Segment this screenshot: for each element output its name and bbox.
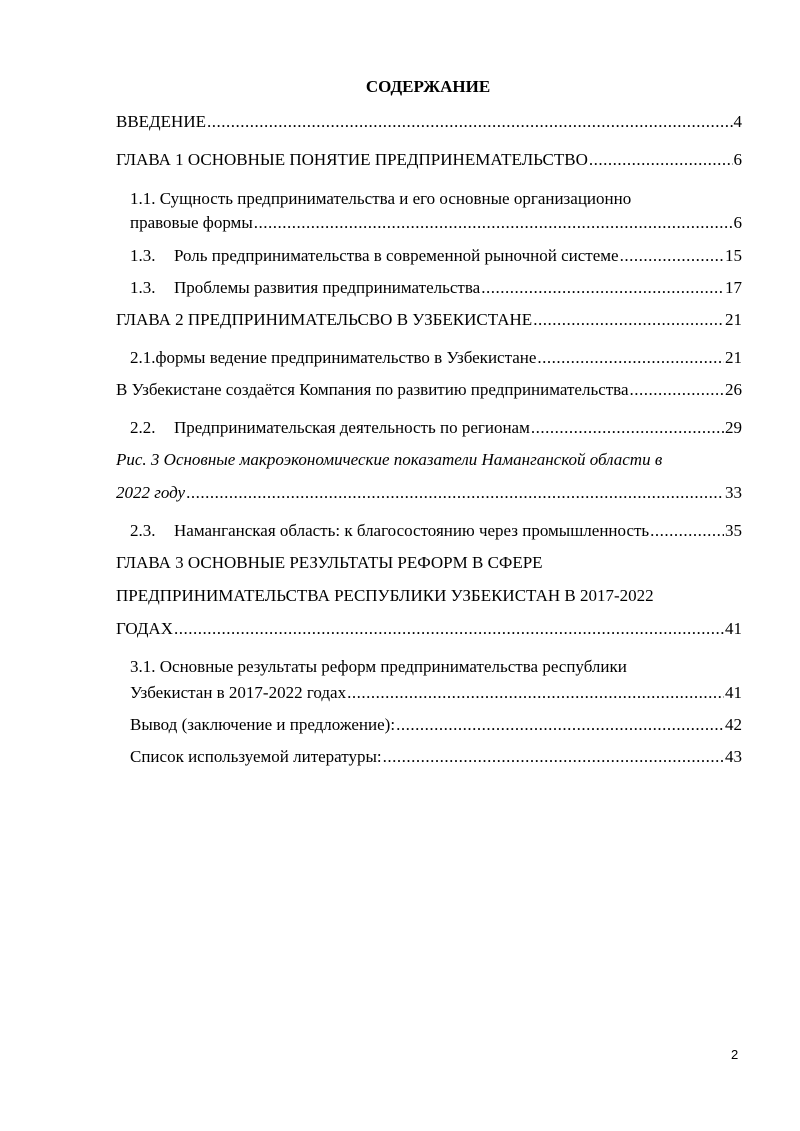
toc-entry-figure-3-line1: Рис. 3 Основные макроэкономические показатели Наманганской области в <box>116 450 663 469</box>
toc-entry-text: В Узбекистане создаётся Компания по развитию предпринимательства <box>116 380 629 399</box>
toc-entry-text: Вывод (заключение и предложение): <box>130 715 396 734</box>
leader-dots <box>630 379 724 401</box>
toc-entry-chapter-3-line2: ПРЕДПРИНИМАТЕЛЬСТВА РЕСПУБЛИКИ УЗБЕКИСТАН В 2017-2022 <box>116 586 654 605</box>
toc-page-number: 6 <box>733 150 742 169</box>
toc-entry-number: 2.3. <box>130 521 156 540</box>
toc-entry-text: правовые формы <box>130 213 253 232</box>
toc-entry-conclusion[interactable] <box>130 714 742 736</box>
leader-dots <box>620 245 724 267</box>
leader-dots <box>186 482 724 504</box>
toc-entry-text: Предпринимательская деятельность по регионам <box>174 418 530 437</box>
leader-dots <box>481 277 724 299</box>
toc-page-number: 6 <box>733 213 742 232</box>
toc-entry-2-2[interactable] <box>130 417 742 439</box>
toc-entry-3-1[interactable] <box>130 682 742 704</box>
toc-page-number: 4 <box>733 112 742 131</box>
toc-entry-text: Роль предпринимательства в современной рыночной системе <box>174 246 619 265</box>
leader-dots <box>207 111 733 133</box>
toc-entry-number: 1.3. <box>130 246 156 265</box>
toc-entry-references[interactable] <box>130 746 742 768</box>
toc-entry-text: Список используемой литературы: <box>130 747 382 766</box>
toc-page-number: 33 <box>725 483 742 502</box>
toc-entry-text: ВВЕДЕНИЕ <box>116 112 206 131</box>
toc-entry-number: 1.3. <box>130 278 156 297</box>
toc-entry-figure-3[interactable] <box>116 482 742 504</box>
leader-dots <box>347 682 724 704</box>
toc-entry-text: ГЛАВА 2 ПРЕДПРИНИМАТЕЛЬСВО В УЗБЕКИСТАНЕ <box>116 310 533 329</box>
leader-dots <box>531 417 724 439</box>
toc-entry-text: 2022 году <box>116 483 186 502</box>
toc-entry-text: Наманганская область: к благосостоянию через промышленность <box>174 521 650 540</box>
leader-dots <box>537 347 724 369</box>
toc-entry-text: Узбекистан в 2017-2022 годах <box>130 683 347 702</box>
leader-dots <box>533 309 724 331</box>
toc-page-number: 15 <box>725 246 742 265</box>
toc-entry-2-1[interactable] <box>130 347 742 369</box>
leader-dots <box>383 746 724 768</box>
toc-entry-2-3[interactable] <box>130 520 742 542</box>
toc-entry-chapter-2[interactable] <box>116 309 742 331</box>
page-title: СОДЕРЖАНИЕ <box>365 77 491 96</box>
toc-entry-text: 2.1.формы ведение предпринимательство в Узбекистане <box>130 348 537 367</box>
toc-entry-1-3-problems[interactable] <box>130 277 742 299</box>
toc-page-number: 21 <box>725 348 742 367</box>
toc-page-number: 42 <box>725 715 742 734</box>
leader-dots <box>589 149 733 171</box>
leader-dots <box>396 714 724 736</box>
toc-page-number: 43 <box>725 747 742 766</box>
toc-entry-3-1-line1: 3.1. Основные результаты реформ предпринимательства республики <box>130 657 627 676</box>
toc-entry-introduction[interactable] <box>116 111 742 133</box>
leader-dots <box>650 520 724 542</box>
leader-dots <box>254 212 733 234</box>
toc-entry-chapter-3[interactable] <box>116 618 742 640</box>
toc-entry-1-1[interactable] <box>130 212 742 234</box>
page-number: 2 <box>731 1047 739 1062</box>
toc-entry-text: Проблемы развития предпринимательства <box>174 278 481 297</box>
toc-page-number: 35 <box>725 521 742 540</box>
toc-page-number: 17 <box>725 278 742 297</box>
toc-entry-text: ГЛАВА 1 ОСНОВНЫЕ ПОНЯТИЕ ПРЕДПРИНЕМАТЕЛЬСТВО <box>116 150 588 169</box>
toc-page-number: 21 <box>725 310 742 329</box>
toc-entry-1-1-line1: 1.1. Сущность предпринимательства и его основные организационно <box>130 189 632 208</box>
toc-entry-number: 2.2. <box>130 418 156 437</box>
toc-page-number: 26 <box>725 380 742 399</box>
toc-page-number: 41 <box>725 619 742 638</box>
toc-entry-chapter-1[interactable] <box>116 149 742 171</box>
toc-page-number: 29 <box>725 418 742 437</box>
toc-entry-text: ГОДАХ <box>116 619 173 638</box>
leader-dots <box>174 618 724 640</box>
toc-entry-chapter-3-line1: ГЛАВА 3 ОСНОВНЫЕ РЕЗУЛЬТАТЫ РЕФОРМ В СФЕРЕ <box>116 553 543 572</box>
toc-entry-1-3-role[interactable] <box>130 245 742 267</box>
toc-entry-company[interactable] <box>116 379 742 401</box>
toc-page-number: 41 <box>725 683 742 702</box>
